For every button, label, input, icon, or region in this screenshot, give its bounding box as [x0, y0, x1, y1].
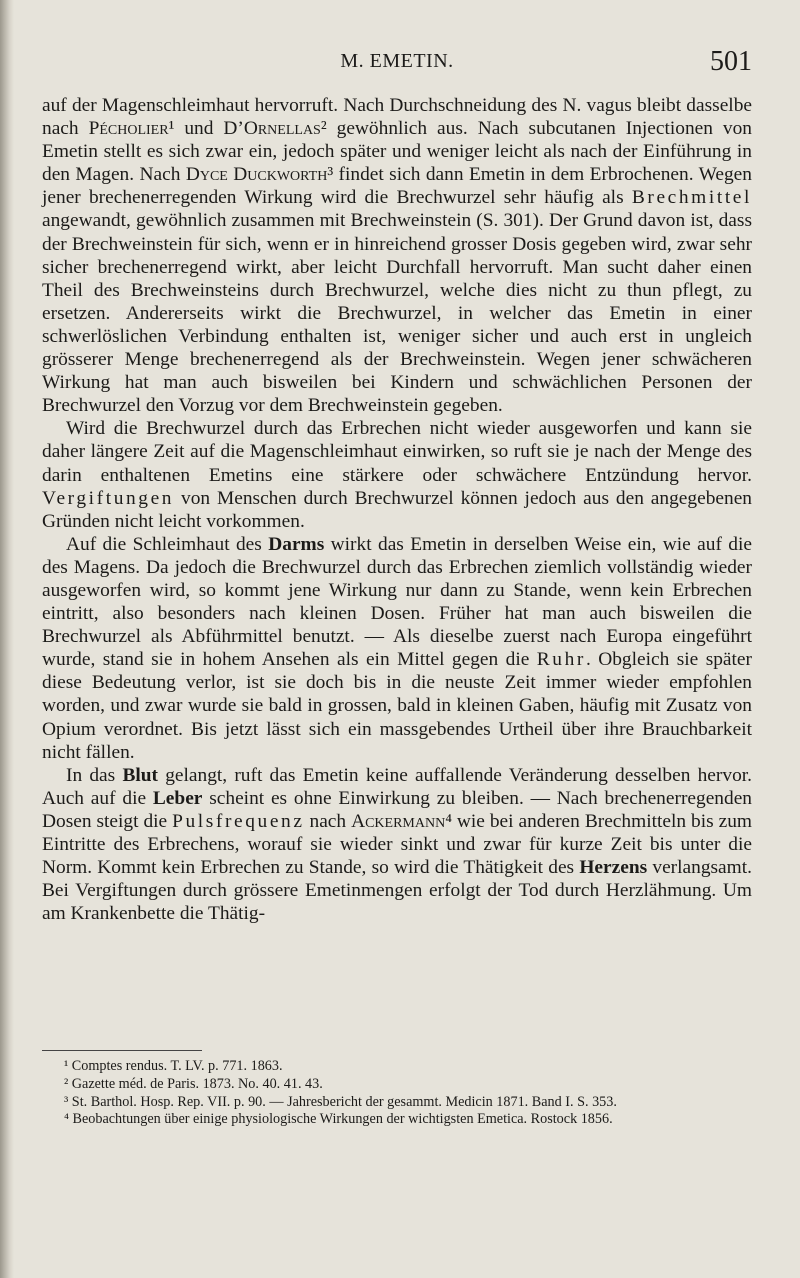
text-run: . Obgleich sie später diese Bedeutung verlor, ist sie doch bis in die neuste Zeit immer wieder empfohlen worden, und zwar wurde sie bald in grossen, bald in kleinen Gaben, häufig mit Zusatz von Opium verordnet. Bis jetzt lässt sich ein massgebendes Urtheil über ihre Brauchbarkeit nicht fällen. [42, 649, 752, 763]
term-ruhr: Ruhr [536, 649, 586, 671]
term-vergiftungen: Vergiftungen [42, 487, 175, 509]
text-run: ⁴ wie bei anderen Brechmitteln bis zum Eintritte des Erbrechens, worauf sie wieder sinkt und zwar für kurze Zeit bis unter die Norm. Kommt kein Erbrechen zu Stande, so wird die Thätigkeit des [42, 810, 752, 879]
text-run: verlangsamt. Bei Vergiftungen durch grössere Emetinmengen erfolgt der Tod durch Herzlähmung. Um am Krankenbette die Thätig- [42, 857, 752, 925]
text-run: gelangt, ruft das Emetin keine auffallende Veränderung desselben hervor. Auch auf die [42, 764, 752, 809]
paragraph-1 [42, 94, 752, 417]
text-run: ¹ und D’ [168, 118, 244, 140]
text-run: nach [304, 810, 352, 832]
text-run: Auf die Schleimhaut des [66, 533, 269, 555]
paragraph-4 [42, 764, 752, 926]
footnote-1: ¹ Comptes rendus. T. LV. p. 771. 1863. [64, 1058, 283, 1074]
author-dyce-duckworth: Dyce Duckworth [185, 164, 328, 186]
text-run: Wird die Brechwurzel durch das Erbrechen nicht wieder ausgeworfen und kann sie daher längere Zeit auf die Magenschleimhaut einwirken, so ruft sie je nach der Menge des darin enthaltenen Emetins eine stärkere oder schwächere Entzündung hervor. [42, 418, 752, 486]
author-ackermann: Ackermann [351, 810, 446, 832]
footnote-4: ⁴ Beobachtungen über einige physiologische Wirkungen der wichtigsten Emetica. Rostock 1856. [64, 1111, 613, 1128]
term-blut: Blut [122, 764, 158, 786]
paragraph-2 [42, 417, 752, 532]
term-darms: Darms [268, 533, 325, 555]
author-ornellas: Ornellas [243, 118, 321, 140]
text-run: scheint es ohne Einwirkung zu bleiben. — Nach brechenerregenden Dosen steigt die [42, 787, 752, 832]
term-leber: Leber [152, 787, 203, 809]
footnote-divider [42, 1050, 202, 1051]
term-brechmittel: Brechmittel [631, 187, 752, 209]
running-title: M. EMETIN. [340, 50, 454, 72]
page-header [42, 44, 752, 84]
term-pulsfrequenz: Pulsfrequenz [172, 810, 305, 832]
text-run: angewandt, gewöhnlich zusammen mit Brechweinstein (S. 301). Der Grund davon ist, dass der Brechweinstein für sich, wenn er in hinreichend grosser Dosis gegeben wird, zwar sehr sicher brechenerregend wirkt, aber leicht Durchfall hervorruft. Man sucht daher einen Theil des Brechweinsteins durch Brechwurzel, welche dies nicht zu thun pflegt, zu ersetzen. Andererseits wirkt die Brechwurzel, in welcher das Emetin in einer schwerlöslichen Verbindung enthalten ist, weniger sicher und auch erst in ungleich grösserer Menge brechenerregend als der Brechweinstein. Wegen jener schwächeren Wirkung hat man auch bisweilen bei Kindern und schwächlichen Personen der Brechwurzel den Vorzug vor dem Brechweinstein gegeben. [42, 210, 752, 417]
footnotes [42, 1058, 752, 1129]
text-run: von Menschen durch Brechwurzel können jedoch aus den angegebenen Gründen nicht leicht vorkommen. [42, 487, 752, 532]
paragraph-3 [42, 533, 752, 764]
page-edge-shadow [0, 0, 14, 1278]
footnote-3: ³ St. Barthol. Hosp. Rep. VII. p. 90. — Jahresbericht der gesammt. Medicin 1871. Band I. S. 353. [64, 1093, 617, 1110]
text-run: auf der Magenschleimhaut hervorruft. Nach Durchschneidung des N. vagus bleibt dasselbe nach [42, 95, 752, 140]
page-number: 501 [710, 46, 752, 77]
text-run: In das [66, 764, 123, 786]
footnote-2: ² Gazette méd. de Paris. 1873. No. 40. 41. 43. [64, 1075, 323, 1092]
text-run: ² gewöhnlich aus. Nach subcutanen Injectionen von Emetin stellt es sich zwar ein, jedoch später und weniger leicht als nach der Einführung in den Magen. Nach [42, 118, 753, 186]
term-herzens: Herzens [579, 857, 648, 879]
text-run: ³ findet sich dann Emetin in dem Erbrochenen. Wegen jener brechenerregenden Wirkung wird die Brechwurzel sehr häufig als [42, 164, 752, 209]
body-text [42, 94, 752, 925]
author-pecholier: Pécholier [88, 118, 169, 140]
text-run: wirkt das Emetin in derselben Weise ein, wie auf die des Magens. Da jedoch die Brechwurzel durch das Erbrechen ziemlich vollständig wieder ausgeworfen wird, so kommt jene Wirkung nur dann zu Stande, wenn kein Erbrechen eintritt, also besonders nach kleinen Dosen. Früher hat man auch bisweilen die Brechwurzel als Abführmittel benutzt. — Als dieselbe zuerst nach Europa eingeführt wurde, stand sie in hohem Ansehen als ein Mittel gegen die [42, 533, 752, 671]
